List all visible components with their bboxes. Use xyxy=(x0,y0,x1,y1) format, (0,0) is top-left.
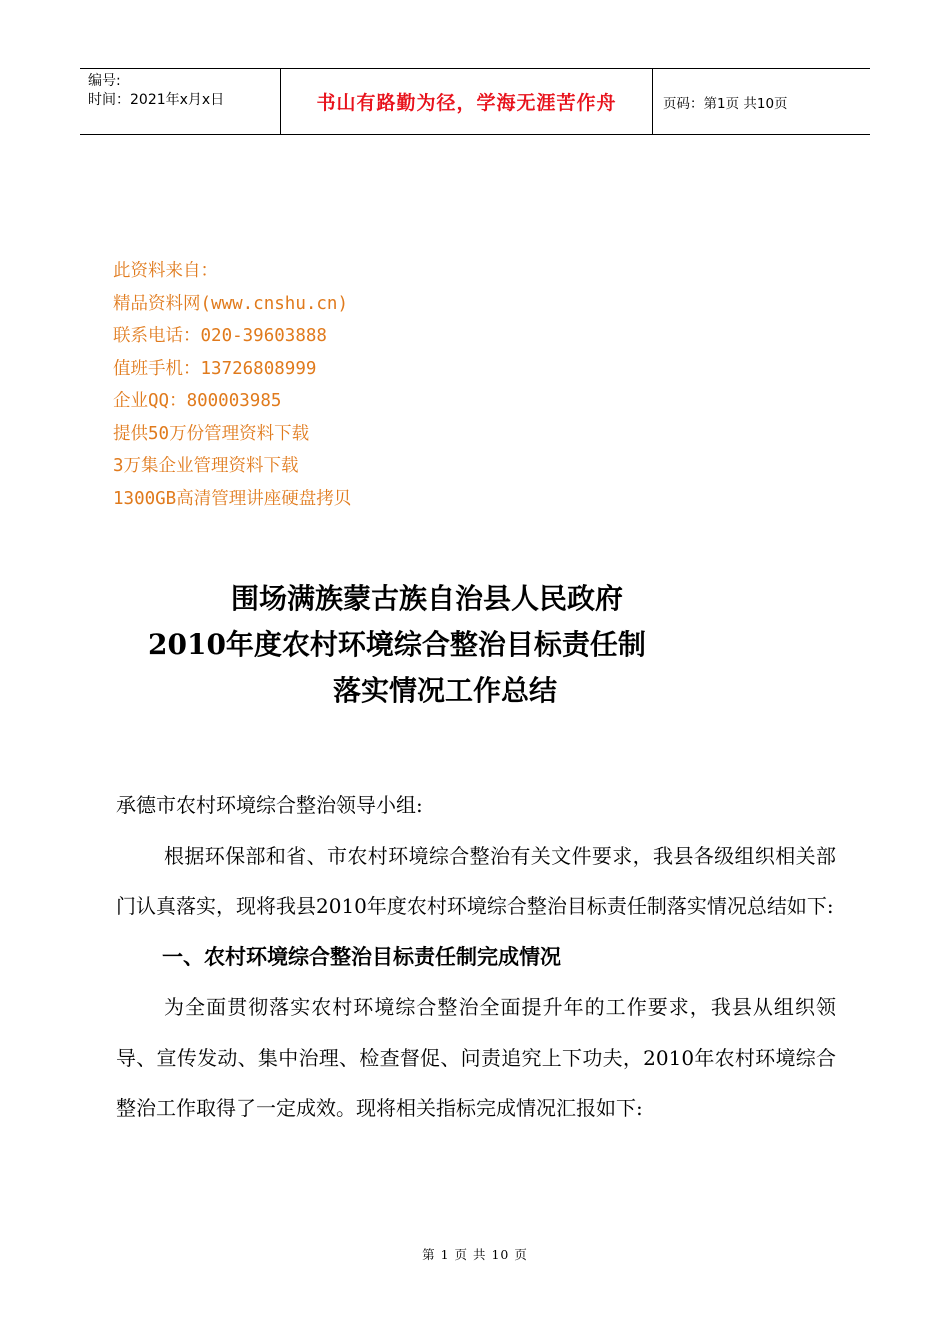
header-number-label: 编号: xyxy=(88,73,121,89)
source-line: 1300GB高清管理讲座硬盘拷贝 xyxy=(113,488,352,509)
document-header xyxy=(80,68,870,135)
source-line: 精品资料网(www.cnshu.cn) xyxy=(113,293,349,314)
source-line: 企业QQ：800003985 xyxy=(113,391,282,411)
page-footer: 第 1 页 共 10 页 xyxy=(422,1247,528,1262)
header-page-info: 页码：第1页 共10页 xyxy=(663,95,788,112)
salutation: 承德市农村环境综合整治领导小组: xyxy=(116,793,423,817)
section-heading: 一、农村环境综合整治目标责任制完成情况 xyxy=(162,943,561,969)
document-body xyxy=(116,780,836,1134)
source-info-block xyxy=(113,255,351,515)
source-line: 联系电话：020-39603888 xyxy=(113,326,327,346)
source-line: 3万集企业管理资料下载 xyxy=(113,456,299,476)
title-line-1: 围场满族蒙古族自治县人民政府 xyxy=(231,582,624,615)
source-line: 提供50万份管理资料下载 xyxy=(113,423,310,444)
header-motto: 书山有路勤为径，学海无涯苦作舟 xyxy=(281,69,653,134)
source-line: 此资料来自： xyxy=(113,261,218,281)
header-time-label: 时间：2021年x月x日 xyxy=(88,92,225,108)
title-line-3: 落实情况工作总结 xyxy=(333,674,558,707)
title-line-2: 2010年度农村环境综合整治目标责任制 xyxy=(148,628,646,661)
source-line: 值班手机：13726808999 xyxy=(113,358,317,379)
paragraph: 为全面贯彻落实农村环境综合整治全面提升年的工作要求，我县从组织领导、宣传发动、集中治理、检查督促、问责追究上下功夫，2010年农村环境综合整治工作取得了一定成效。现将相关指标完成情况汇报如下: xyxy=(116,995,836,1120)
header-meta-cell xyxy=(80,69,281,134)
paragraph: 根据环保部和省、市农村环境综合整治有关文件要求，我县各级组织相关部门认真落实，现将我县2010年度农村环境综合整治目标责任制落实情况总结如下: xyxy=(116,843,836,918)
